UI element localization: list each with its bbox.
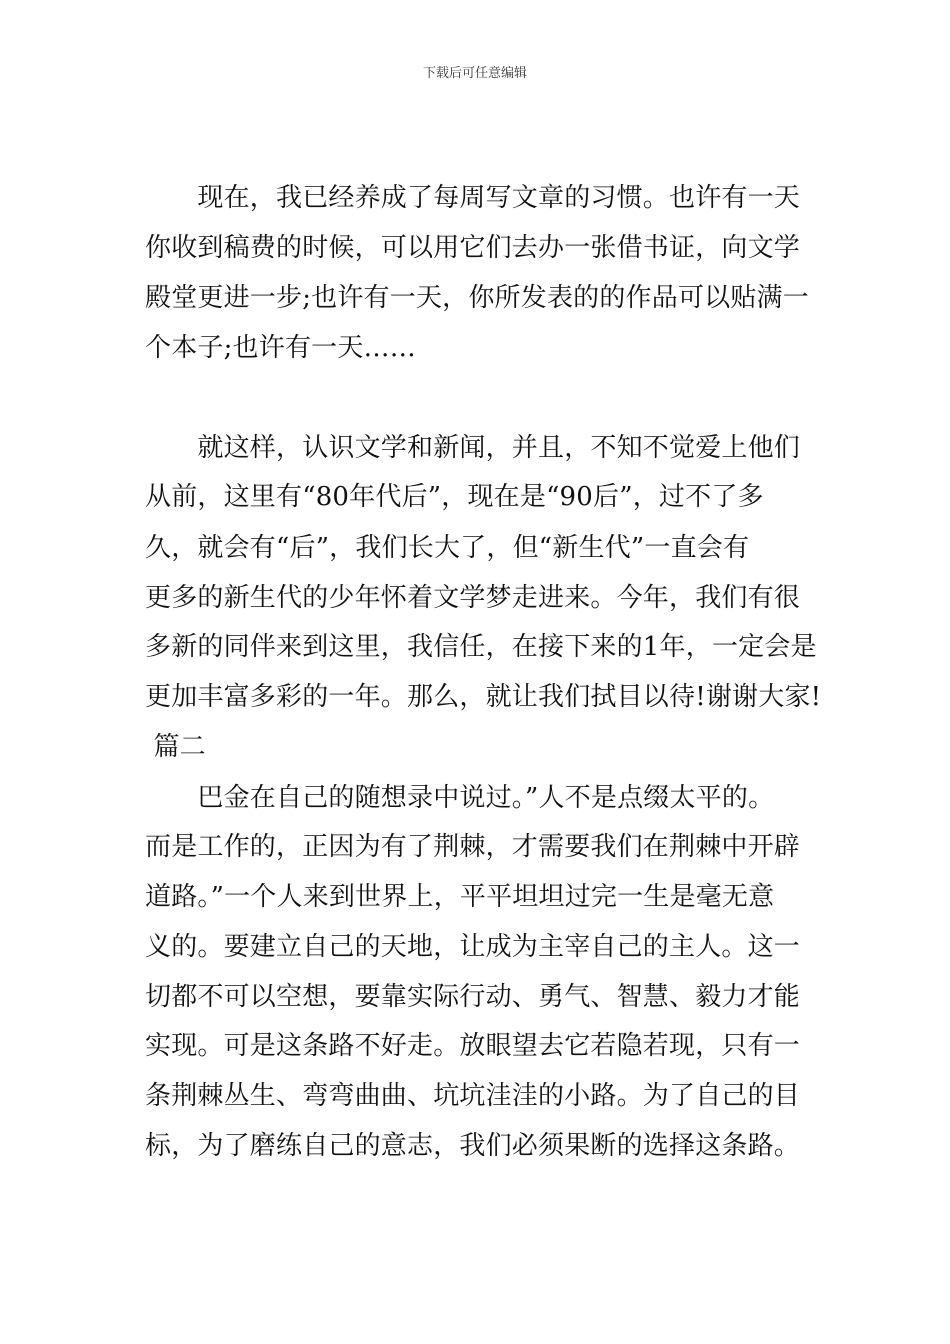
text-line: 多新的同伴来到这里，我信任，在接下来的1年，一定会是 [145,632,817,662]
section-title: 篇二 [145,732,206,762]
page-header: 下载后可任意编辑 [422,66,527,81]
text-line: 从前，这里有“80年代后”，现在是“90后”，过不了多 [145,482,764,512]
text-line: 切都不可以空想，要靠实际行动、勇气、智慧、毅力才能 [145,982,801,1012]
text-line: 久，就会有“后”，我们长大了，但“新生代”一直会有 [145,533,750,563]
text-line: 条荆棘丛生、弯弯曲曲、坑坑洼洼的小路。为了自己的目 [145,1081,801,1111]
text-line: 义的。要建立自己的天地，让成为主宰自己的主人。这一 [145,932,801,962]
text-line: 个本子;也许有一天…… [145,333,416,363]
text-line: 更加丰富多彩的一年。那么，就让我们拭目以待!谢谢大家! [145,682,822,712]
text-line: 实现。可是这条路不好走。放眼望去它若隐若现，只有一 [145,1031,801,1061]
text-line: 更多的新生代的少年怀着文学梦走进来。今年，我们有很 [145,583,801,613]
text-line: 标，为了磨练自己的意志，我们必须果断的选择这条路。 [145,1131,801,1161]
text-line: 而是工作的，正因为有了荆棘，才需要我们在荆棘中开辟 [145,832,801,862]
text-line: 你收到稿费的时候，可以用它们去办一张借书证，向文学 [145,233,801,263]
text-line: 殿堂更进一步;也许有一天，你所发表的的作品可以贴满一 [145,283,809,313]
text-line: 就这样，认识文学和新闻，并且，不知不觉爱上他们 [145,433,801,463]
text-line: 巴金在自己的随想录中说过。”人不是点缀太平的。 [145,783,775,813]
text-line: 道路。”一个人来到世界上，平平坦坦过完一生是毫无意 [145,882,775,912]
text-line: 现在，我已经养成了每周写文章的习惯。也许有一天 [145,183,801,213]
